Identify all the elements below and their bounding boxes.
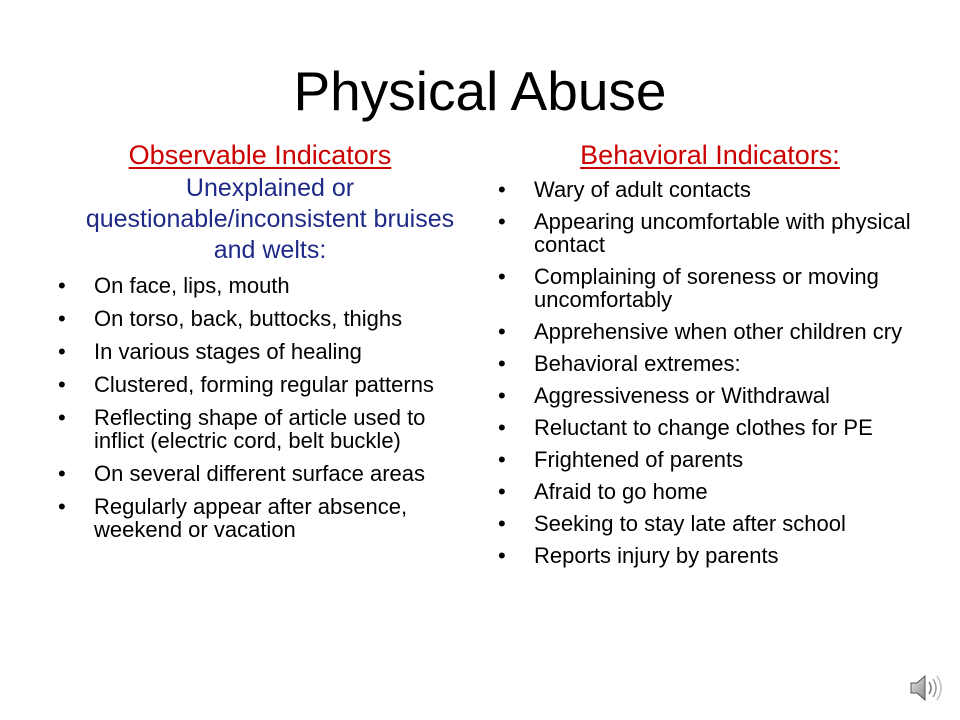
list-item-text: Complaining of soreness or moving uncomfortably (534, 264, 879, 312)
list-item (490, 265, 930, 311)
bullet-icon: • (498, 351, 506, 376)
list-item-text: Reflecting shape of article used to inflict (electric cord, belt buckle) (94, 405, 426, 453)
speaker-icon-graphic (905, 668, 945, 708)
list-item-text: On torso, back, buttocks, thighs (94, 306, 403, 331)
list-item (490, 544, 930, 567)
bullet-icon: • (498, 177, 506, 202)
bullet-icon: • (58, 273, 66, 298)
bullet-icon: • (58, 494, 66, 519)
list-item-text: On face, lips, mouth (94, 273, 290, 298)
list-item-text: Apprehensive when other children cry (534, 319, 903, 344)
list-item (50, 406, 470, 452)
list-item (490, 448, 930, 471)
bullet-icon: • (58, 461, 66, 486)
list-item (50, 462, 470, 485)
observable-indicators-column (50, 138, 470, 551)
observable-indicators-list (50, 274, 470, 541)
list-item-text: Clustered, forming regular patterns (94, 372, 434, 397)
list-item (50, 340, 470, 363)
speaker-icon[interactable] (905, 668, 945, 708)
bullet-icon: • (498, 543, 506, 568)
list-item-text: In various stages of healing (94, 339, 362, 364)
bullet-icon: • (58, 306, 66, 331)
bullet-icon: • (498, 264, 506, 289)
list-item-text: Reports injury by parents (534, 543, 779, 568)
bullet-icon: • (498, 447, 506, 472)
list-item (490, 384, 930, 407)
behavioral-indicators-heading: Behavioral Indicators: (580, 140, 840, 170)
bullet-icon: • (498, 319, 506, 344)
list-item (50, 495, 470, 541)
list-item (490, 210, 930, 256)
list-item (490, 320, 930, 343)
list-item-text: Afraid to go home (534, 479, 708, 504)
list-item (490, 178, 930, 201)
behavioral-indicators-column (490, 138, 930, 576)
list-item-text: Frightened of parents (534, 447, 744, 472)
list-item-text: Appearing uncomfortable with physical contact (534, 209, 911, 257)
list-item (490, 512, 930, 535)
list-item (490, 416, 930, 439)
list-item-text: Reluctant to change clothes for PE (534, 415, 873, 440)
list-item-text: Wary of adult contacts (534, 177, 751, 202)
list-item-text: Aggressiveness or Withdrawal (534, 383, 830, 408)
bullet-icon: • (58, 339, 66, 364)
bullet-icon: • (58, 372, 66, 397)
list-item (50, 373, 470, 396)
bullet-icon: • (58, 405, 66, 430)
list-item (490, 352, 930, 375)
observable-indicators-heading: Observable Indicators (128, 140, 392, 170)
bullet-icon: • (498, 415, 506, 440)
bullet-icon: • (498, 511, 506, 536)
slide-title: Physical Abuse (293, 60, 667, 122)
list-item-text: On several different surface areas (94, 461, 425, 486)
bruises-subheading: Unexplained or questionable/inconsistent bruises and welts: (85, 174, 455, 264)
list-item (50, 307, 470, 330)
list-item (490, 480, 930, 503)
list-item (50, 274, 470, 297)
bullet-icon: • (498, 209, 506, 234)
list-item-text: Seeking to stay late after school (534, 511, 846, 536)
list-item-text: Regularly appear after absence, weekend or vacation (94, 494, 408, 542)
list-item-text: Behavioral extremes: (534, 351, 741, 376)
bullet-icon: • (498, 383, 506, 408)
bullet-icon: • (498, 479, 506, 504)
behavioral-indicators-list (490, 178, 930, 567)
